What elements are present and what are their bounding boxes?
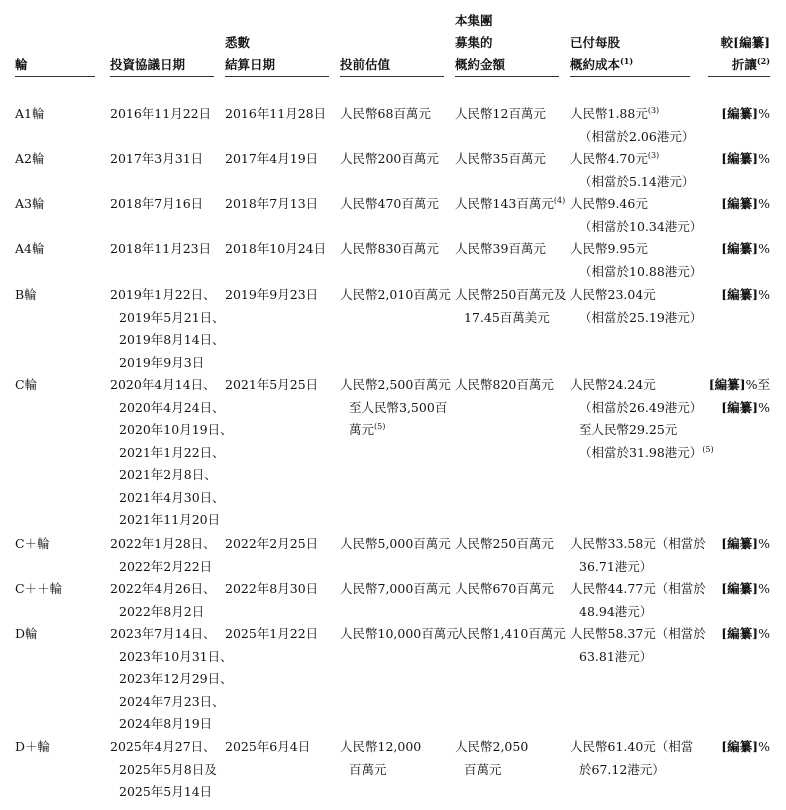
discount-value: [編纂]% — [721, 739, 770, 754]
premoney-valuation: 人民幣470百萬元 — [340, 196, 439, 211]
discount-value: [編纂]%至 — [708, 377, 770, 392]
premoney-valuation: 人民幣12,000 — [340, 739, 422, 754]
header-underline-cost — [570, 76, 690, 77]
cost-per-share: 人民幣9.46元 — [570, 196, 648, 211]
agreement-date: 2023年12月29日、 — [119, 671, 233, 686]
agreement-date: 2021年1月22日、 — [119, 444, 225, 460]
amount-raised: 人民幣143百萬元$^{(4)}$ — [455, 195, 566, 211]
agreement-date: 2019年8月14日、 — [119, 332, 225, 347]
amount-raised: 人民幣250百萬元 — [455, 536, 554, 551]
premoney-valuation: 至人民幣3,500百 — [349, 399, 448, 415]
header-underline-agreement — [110, 76, 214, 77]
discount-value: [編纂]% — [721, 581, 770, 596]
premoney-valuation: 人民幣2,010百萬元 — [340, 287, 451, 302]
amount-raised: 人民幣670百萬元 — [455, 581, 554, 596]
settlement-date: 2022年2月25日 — [225, 536, 319, 551]
discount-value: [編纂]% — [721, 536, 770, 551]
amount-raised: 人民幣39百萬元 — [455, 241, 546, 256]
discount-value: [編纂]% — [721, 626, 770, 641]
settlement-date: 2021年5月25日 — [225, 377, 319, 392]
amount-raised: 人民幣820百萬元 — [455, 377, 554, 392]
cost-per-share: （相當於5.14港元） — [579, 173, 695, 189]
round-name: D＋輪 — [15, 739, 51, 754]
round-name: A3輪 — [15, 196, 45, 211]
amount-raised: 人民幣12百萬元 — [455, 106, 546, 121]
amount-raised: 人民幣1,410百萬元 — [455, 626, 566, 641]
agreement-date: 2022年4月26日、 — [110, 581, 216, 596]
header-raised-line1: 本集團 — [455, 13, 493, 28]
round-name: A2輪 — [15, 151, 45, 166]
agreement-date: 2021年11月20日 — [119, 512, 221, 527]
cost-per-share: 人民幣61.40元（相當 — [570, 739, 694, 754]
cost-per-share: 人民幣1.88元$^{(3)}$ — [570, 105, 660, 121]
round-name: C輪 — [15, 377, 38, 392]
cost-per-share: 人民幣24.24元 — [570, 377, 656, 392]
amount-raised: 百萬元 — [464, 761, 502, 777]
settlement-date: 2016年11月28日 — [225, 106, 327, 121]
agreement-date: 2020年4月14日、 — [110, 377, 216, 392]
agreement-date: 2018年7月16日 — [110, 196, 204, 211]
cost-per-share: 至人民幣29.25元 — [579, 422, 678, 437]
header-settlement-line2: 結算日期 — [225, 57, 276, 72]
agreement-date: 2024年8月19日 — [119, 716, 213, 731]
agreement-date: 2019年1月22日、 — [110, 287, 216, 302]
settlement-date: 2018年7月13日 — [225, 196, 319, 211]
agreement-date: 2025年4月27日、 — [110, 739, 216, 754]
cost-per-share: （相當於10.88港元） — [579, 263, 703, 279]
cost-per-share: 人民幣44.77元（相當於 — [570, 581, 706, 596]
header-cost-line1: 已付每股 — [570, 35, 621, 50]
header-raised-line2: 募集的 — [455, 35, 493, 50]
settlement-date: 2025年1月22日 — [225, 626, 319, 641]
discount-value: [編纂]% — [721, 287, 770, 302]
round-name: C＋＋輪 — [15, 581, 63, 596]
agreement-date: 2021年2月8日、 — [119, 467, 217, 482]
agreement-date: 2022年2月22日 — [119, 558, 213, 574]
header-underline-round — [15, 76, 95, 77]
cost-per-share: 人民幣23.04元 — [570, 287, 656, 302]
cost-per-share: （相當於2.06港元） — [579, 128, 695, 144]
agreement-date: 2017年3月31日 — [110, 151, 204, 166]
agreement-date: 2020年4月24日、 — [119, 399, 225, 415]
round-name: C＋輪 — [15, 536, 50, 551]
agreement-date: 2023年7月14日、 — [110, 626, 216, 641]
discount-value: [編纂]% — [721, 196, 770, 211]
agreement-date: 2018年11月23日 — [110, 241, 212, 256]
agreement-date: 2025年5月14日 — [119, 784, 213, 799]
cost-per-share: （相當於10.34港元） — [579, 218, 703, 234]
agreement-date: 2025年5月8日及 — [119, 761, 217, 777]
discount-value: [編纂]% — [721, 106, 770, 121]
round-name: A1輪 — [15, 106, 45, 121]
premoney-valuation: 人民幣830百萬元 — [340, 241, 439, 256]
header-settlement-line1: 悉數 — [225, 35, 251, 50]
premoney-valuation: 人民幣200百萬元 — [340, 151, 439, 166]
header-agreement-date: 投資協議日期 — [110, 57, 186, 72]
agreement-date: 2022年8月2日 — [119, 603, 205, 619]
premoney-valuation: 百萬元 — [349, 761, 387, 777]
cost-per-share: 63.81港元） — [579, 648, 653, 664]
header-raised-line3: 概約金額 — [455, 57, 506, 72]
header-premoney: 投前估值 — [340, 57, 391, 72]
round-name: B輪 — [15, 287, 37, 302]
settlement-date: 2025年6月4日 — [225, 739, 311, 754]
header-round: 輪 — [15, 57, 28, 72]
premoney-valuation: 人民幣10,000百萬元 — [340, 626, 459, 641]
cost-per-share: 於67.12港元） — [579, 761, 665, 777]
discount-value: [編纂]% — [721, 151, 770, 166]
cost-per-share: 48.94港元） — [579, 603, 653, 619]
cost-per-share: 人民幣9.95元 — [570, 241, 648, 256]
discount-value: [編纂]% — [721, 399, 770, 415]
settlement-date: 2017年4月19日 — [225, 151, 319, 166]
amount-raised: 人民幣250百萬元及 — [455, 287, 567, 302]
header-underline-discount — [708, 76, 770, 77]
round-name: D輪 — [15, 626, 38, 641]
header-discount-line2: 折讓$^{(2)}$ — [731, 55, 770, 72]
cost-per-share: 36.71港元） — [579, 558, 653, 574]
premoney-valuation: 人民幣2,500百萬元 — [340, 377, 451, 392]
settlement-date: 2019年9月23日 — [225, 287, 319, 302]
agreement-date: 2019年5月21日、 — [119, 309, 225, 325]
settlement-date: 2018年10月24日 — [225, 241, 327, 256]
premoney-valuation: 人民幣7,000百萬元 — [340, 581, 451, 596]
agreement-date: 2023年10月31日、 — [119, 648, 233, 664]
cost-per-share: （相當於26.49港元） — [579, 399, 703, 415]
agreement-date: 2022年1月28日、 — [110, 536, 216, 551]
header-discount-line1: 較[編纂] — [720, 35, 770, 50]
amount-raised: 17.45百萬美元 — [464, 309, 550, 325]
settlement-date: 2022年8月30日 — [225, 581, 319, 596]
amount-raised: 人民幣2,050 — [455, 739, 529, 754]
header-cost-line2: 概約成本$^{(1)}$ — [570, 55, 634, 72]
premoney-valuation: 人民幣5,000百萬元 — [340, 536, 451, 551]
cost-per-share: 人民幣33.58元（相當於 — [570, 536, 706, 551]
cost-per-share: （相當於31.98港元）$^{(5)}$ — [579, 444, 714, 460]
cost-per-share: 人民幣4.70元$^{(3)}$ — [570, 150, 660, 166]
round-name: A4輪 — [15, 241, 45, 256]
amount-raised: 人民幣35百萬元 — [455, 151, 546, 166]
premoney-valuation: 萬元$^{(5)}$ — [349, 421, 386, 437]
header-underline-premoney — [340, 76, 444, 77]
agreement-date: 2019年9月3日 — [119, 354, 205, 370]
cost-per-share: 人民幣58.37元（相當於 — [570, 626, 706, 641]
header-underline-settlement — [225, 76, 329, 77]
agreement-date: 2016年11月22日 — [110, 106, 212, 121]
cost-per-share: （相當於25.19港元） — [579, 309, 703, 325]
header-underline-raised — [455, 76, 559, 77]
agreement-date: 2024年7月23日、 — [119, 693, 225, 709]
discount-value: [編纂]% — [721, 241, 770, 256]
agreement-date: 2020年10月19日、 — [119, 422, 233, 437]
agreement-date: 2021年4月30日、 — [119, 489, 225, 505]
premoney-valuation: 人民幣68百萬元 — [340, 106, 431, 121]
